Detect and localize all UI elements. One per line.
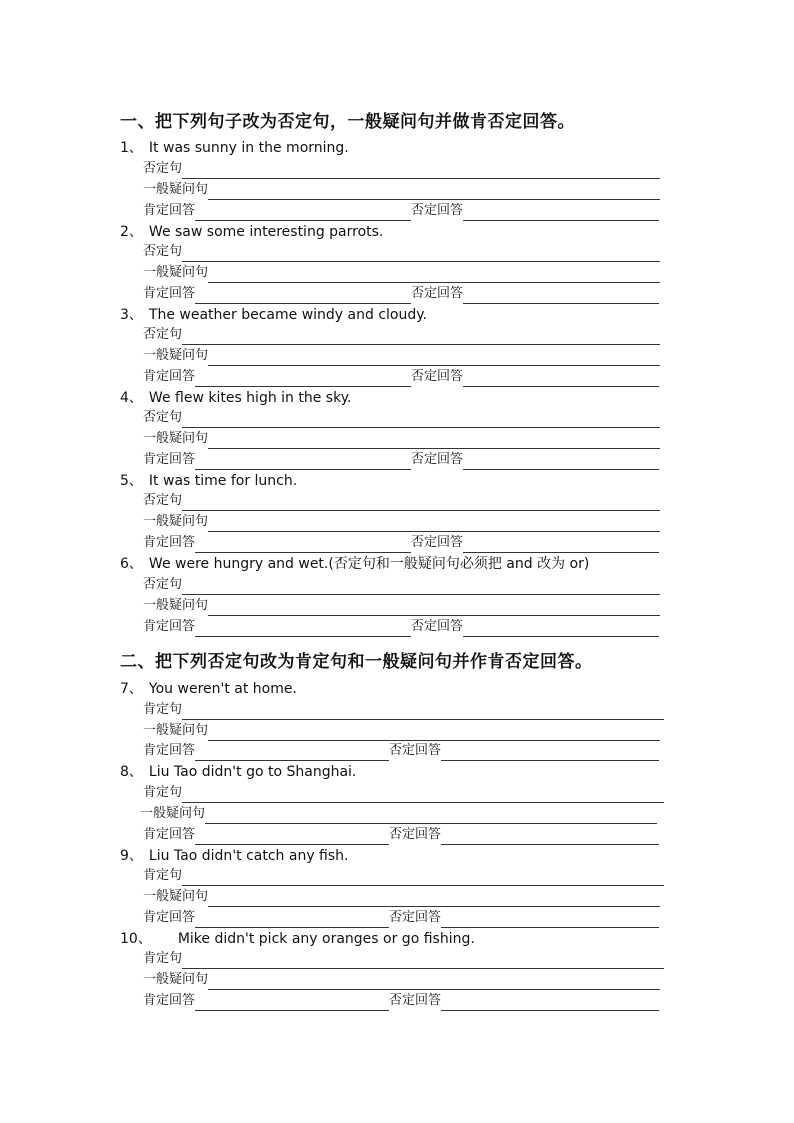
yes-answer-label: 肯定回答 <box>143 452 196 467</box>
affirmative-label: 肯定句 <box>143 868 183 883</box>
yes-answer-blank[interactable] <box>195 995 389 1011</box>
question-sentence: Liu Tao didn't catch any fish. <box>148 848 349 864</box>
negative-row <box>143 491 660 511</box>
question-sentence: It was time for lunch. <box>148 473 298 489</box>
no-answer-label: 否定回答 <box>389 910 442 925</box>
yes-answer-blank[interactable] <box>195 288 411 304</box>
no-answer-label: 否定回答 <box>411 452 464 467</box>
question-form-label: 一般疑问句 <box>140 806 206 821</box>
negative-label: 否定句 <box>143 161 183 176</box>
affirmative-label: 肯定句 <box>143 951 183 966</box>
negative-label: 否定句 <box>143 244 183 259</box>
yes-answer-label: 肯定回答 <box>143 827 196 842</box>
question-form-label: 一般疑问句 <box>143 598 209 613</box>
no-answer-blank[interactable] <box>463 371 659 387</box>
negative-label: 否定句 <box>143 410 183 425</box>
question-4 <box>120 388 351 408</box>
no-answer-blank[interactable] <box>441 829 659 845</box>
no-answer-blank[interactable] <box>463 288 659 304</box>
yes-answer-label: 肯定回答 <box>143 910 196 925</box>
question-8 <box>120 762 356 782</box>
negative-row <box>143 575 660 595</box>
section-1-title: 一、把下列句子改为否定句，一般疑问句并做肯否定回答。 <box>120 112 575 132</box>
question-number: 2、 <box>120 224 143 240</box>
no-answer-blank[interactable] <box>463 621 659 637</box>
question-sentence: Mike didn't pick any oranges or go fishing. <box>177 931 475 947</box>
yes-answer-blank[interactable] <box>195 745 389 761</box>
question-form-label: 一般疑问句 <box>143 889 209 904</box>
question-form-blank[interactable] <box>208 433 660 449</box>
question-form-blank[interactable] <box>208 184 660 200</box>
question-form-row <box>143 346 660 366</box>
negative-label: 否定句 <box>143 577 183 592</box>
question-form-blank[interactable] <box>208 974 660 990</box>
question-form-row <box>143 429 660 449</box>
affirmative-blank[interactable] <box>182 787 664 803</box>
affirmative-blank[interactable] <box>182 870 664 886</box>
question-form-blank[interactable] <box>208 267 660 283</box>
question-form-row <box>143 263 660 283</box>
question-5 <box>120 471 297 491</box>
yes-answer-label: 肯定回答 <box>143 619 196 634</box>
no-answer-blank[interactable] <box>463 205 659 221</box>
question-form-label: 一般疑问句 <box>143 723 209 738</box>
question-number: 5、 <box>120 473 143 489</box>
question-form-row <box>143 887 660 907</box>
no-answer-label: 否定回答 <box>411 619 464 634</box>
question-number: 8、 <box>120 764 143 780</box>
negative-row <box>143 159 660 179</box>
yes-answer-blank[interactable] <box>195 371 411 387</box>
question-7 <box>120 679 297 699</box>
answers-row <box>143 533 659 553</box>
question-form-blank[interactable] <box>208 600 660 616</box>
affirmative-label: 肯定句 <box>143 702 183 717</box>
question-sentence: It was sunny in the morning. <box>148 140 349 156</box>
yes-answer-label: 肯定回答 <box>143 993 196 1008</box>
question-form-row <box>143 180 660 200</box>
yes-answer-label: 肯定回答 <box>143 535 196 550</box>
no-answer-label: 否定回答 <box>389 993 442 1008</box>
answers-row <box>143 741 659 761</box>
question-number: 6、 <box>120 556 143 572</box>
no-answer-label: 否定回答 <box>389 743 442 758</box>
question-form-label: 一般疑问句 <box>143 182 209 197</box>
question-number: 7、 <box>120 681 143 697</box>
question-number: 9、 <box>120 848 143 864</box>
question-sentence: Liu Tao didn't go to Shanghai. <box>148 764 357 780</box>
negative-blank[interactable] <box>182 412 660 428</box>
question-9 <box>120 846 349 866</box>
no-answer-label: 否定回答 <box>411 535 464 550</box>
question-3 <box>120 305 427 325</box>
question-sentence: The weather became windy and cloudy. <box>148 307 427 323</box>
no-answer-blank[interactable] <box>441 995 659 1011</box>
yes-answer-label: 肯定回答 <box>143 203 196 218</box>
question-form-label: 一般疑问句 <box>143 514 209 529</box>
question-form-row <box>143 512 660 532</box>
question-form-blank[interactable] <box>208 350 660 366</box>
answers-row <box>143 908 659 928</box>
question-form-row <box>143 721 660 741</box>
question-form-blank[interactable] <box>205 808 657 824</box>
yes-answer-blank[interactable] <box>195 912 389 928</box>
question-sentence: We flew kites high in the sky. <box>148 390 352 406</box>
negative-row <box>143 242 660 262</box>
affirmative-blank[interactable] <box>182 953 664 969</box>
negative-blank[interactable] <box>182 163 660 179</box>
question-form-blank[interactable] <box>208 516 660 532</box>
negative-blank[interactable] <box>182 579 660 595</box>
negative-row <box>143 325 660 345</box>
answers-row <box>143 201 659 221</box>
yes-answer-blank[interactable] <box>195 621 411 637</box>
affirmative-row <box>143 783 664 803</box>
question-1 <box>120 138 349 158</box>
no-answer-blank[interactable] <box>441 745 659 761</box>
question-form-row <box>140 804 657 824</box>
affirmative-blank[interactable] <box>182 704 664 720</box>
no-answer-label: 否定回答 <box>411 369 464 384</box>
question-form-row <box>143 970 660 990</box>
question-2 <box>120 222 383 242</box>
yes-answer-blank[interactable] <box>195 537 411 553</box>
question-sentence: You weren't at home. <box>148 681 297 697</box>
question-sentence: We were hungry and wet.(否定句和一般疑问句必须把 and 改为 or) <box>148 556 590 572</box>
yes-answer-blank[interactable] <box>195 829 389 845</box>
negative-blank[interactable] <box>182 495 660 511</box>
negative-label: 否定句 <box>143 327 183 342</box>
affirmative-row <box>143 866 664 886</box>
question-form-label: 一般疑问句 <box>143 265 209 280</box>
no-answer-blank[interactable] <box>463 537 659 553</box>
question-number: 3、 <box>120 307 143 323</box>
question-form-blank[interactable] <box>208 725 660 741</box>
affirmative-row <box>143 949 664 969</box>
answers-row <box>143 284 659 304</box>
answers-row <box>143 450 659 470</box>
no-answer-blank[interactable] <box>441 912 659 928</box>
negative-blank[interactable] <box>182 246 660 262</box>
negative-blank[interactable] <box>182 329 660 345</box>
yes-answer-blank[interactable] <box>195 454 411 470</box>
question-6 <box>120 554 589 574</box>
question-number: 1、 <box>120 140 143 156</box>
question-10 <box>120 929 475 949</box>
answers-row <box>143 825 659 845</box>
negative-row <box>143 408 660 428</box>
question-number: 10、 <box>120 931 152 947</box>
answers-row <box>143 367 659 387</box>
question-form-label: 一般疑问句 <box>143 431 209 446</box>
yes-answer-blank[interactable] <box>195 205 411 221</box>
question-sentence: We saw some interesting parrots. <box>148 224 384 240</box>
no-answer-label: 否定回答 <box>411 286 464 301</box>
no-answer-label: 否定回答 <box>389 827 442 842</box>
answers-row <box>143 991 659 1011</box>
question-form-label: 一般疑问句 <box>143 972 209 987</box>
section-2-title: 二、把下列否定句改为肯定句和一般疑问句并作肯否定回答。 <box>120 652 593 672</box>
question-form-blank[interactable] <box>208 891 660 907</box>
yes-answer-label: 肯定回答 <box>143 743 196 758</box>
yes-answer-label: 肯定回答 <box>143 369 196 384</box>
question-number: 4、 <box>120 390 143 406</box>
question-form-label: 一般疑问句 <box>143 348 209 363</box>
affirmative-label: 肯定句 <box>143 785 183 800</box>
no-answer-blank[interactable] <box>463 454 659 470</box>
yes-answer-label: 肯定回答 <box>143 286 196 301</box>
no-answer-label: 否定回答 <box>411 203 464 218</box>
answers-row <box>143 617 659 637</box>
affirmative-row <box>143 700 664 720</box>
negative-label: 否定句 <box>143 493 183 508</box>
question-form-row <box>143 596 660 616</box>
